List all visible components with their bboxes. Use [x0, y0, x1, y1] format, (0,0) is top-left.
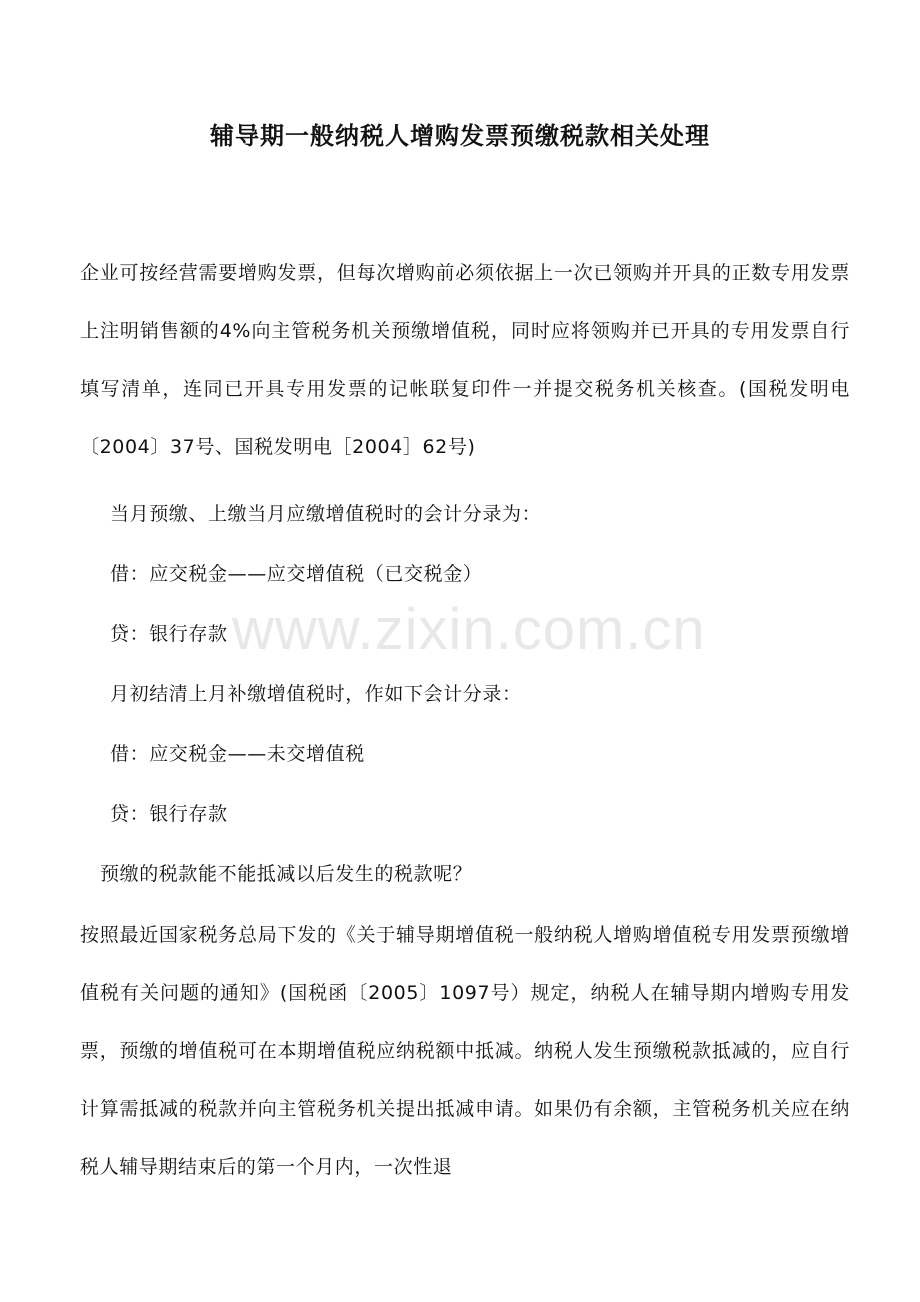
entry-credit-line-2: 贷：银行存款: [110, 803, 228, 825]
paragraph-purchase-invoices: 企业可按经营需要增购发票，但每次增购前必须依据上一次已领购并开具的正数专用发票上注明销售额的4%向主管税务机关预缴增值税，同时应将领购并已开具的专用发票自行填写清单，连同已开具专用发票的记帐联复印件一并提交税务机关核查。(国税发明电〔2004〕37号、国税发明电［2004］62号): [80, 262, 850, 458]
paragraph-notice-rules: 按照最近国家税务总局下发的《关于辅导期增值税一般纳税人增购增值税专用发票预缴增值税有关问题的通知》(国税函〔2005〕1097号）规定，纳税人在辅导期内增购专用发票，预缴的增值税可在本期增值税应纳税额中抵减。纳税人发生预缴税款抵减的，应自行计算需抵减的税款并向主管税务机关提出抵减申请。如果仍有余额，主管税务机关应在纳税人辅导期结束后的第一个月内，一次性退: [80, 924, 850, 1178]
entry-debit-line: 借：应交税金——应交增值税（已交税金）: [110, 563, 483, 585]
entry-credit-line: 贷：银行存款: [110, 623, 228, 645]
entry-debit-line-2: 借：应交税金——未交增值税: [110, 743, 365, 765]
entry-intro-monthly-prepay: 当月预缴、上缴当月应缴增值税时的会计分录为：: [110, 503, 542, 525]
question-line: 预缴的税款能不能抵减以后发生的税款呢？: [100, 863, 473, 885]
entry-intro-month-start: 月初结清上月补缴增值税时，作如下会计分录：: [110, 683, 522, 705]
watermark: www.zixin.com.cn: [232, 597, 706, 662]
document-title: 辅导期一般纳税人增购发票预缴税款相关处理: [210, 122, 710, 150]
